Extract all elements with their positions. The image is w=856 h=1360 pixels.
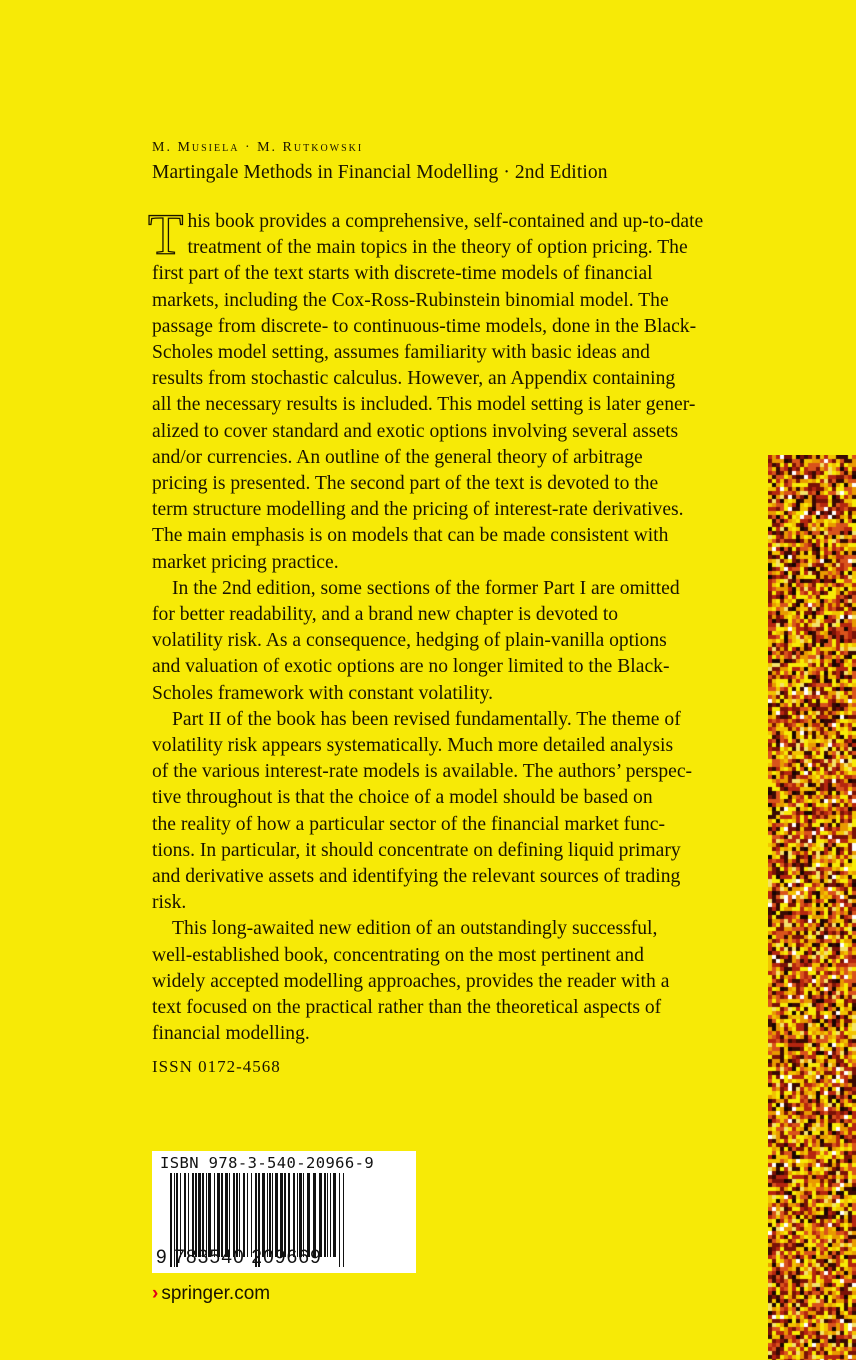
barcode-bar: [275, 1173, 278, 1257]
paragraph-3: [152, 707, 732, 917]
publisher-url: springer.com: [161, 1283, 271, 1304]
isbn-label: ISBN 978-3-540-20966-9: [160, 1154, 375, 1172]
barcode-bar: [313, 1173, 316, 1257]
barcode-bar: [180, 1173, 181, 1257]
barcode-bar: [303, 1173, 304, 1257]
text-line: text focused on the practical rather than the theoretical aspects of: [152, 997, 662, 1019]
barcode-panel: [152, 1151, 416, 1273]
barcode-bar: [272, 1173, 273, 1257]
text-line: The main emphasis is on models that can be made consistent with: [152, 525, 669, 547]
text-line: Scholes framework with constant volatility.: [152, 682, 494, 704]
barcode-bar: [192, 1173, 194, 1257]
barcode-bar: [233, 1173, 235, 1257]
barcode-bar: [251, 1173, 252, 1257]
text-line: tive throughout is that the choice of a model should be based on: [152, 787, 653, 809]
text-line: the reality of how a particular sector of the financial market func-: [152, 813, 666, 835]
barcode-bar: [225, 1173, 228, 1257]
text-line: of the various interest-rate models is available. The authors’ perspec-: [152, 761, 693, 783]
barcode-bar: [195, 1173, 197, 1257]
text-line: Scholes model setting, assumes familiarity with basic ideas and: [152, 342, 650, 364]
barcode-bar: [327, 1173, 328, 1257]
text-line: tions. In particular, it should concentrate on defining liquid primary: [152, 839, 681, 861]
text-line: volatility risk appears systematically. Much more detailed analysis: [152, 735, 674, 757]
barcode-bar: [330, 1173, 331, 1257]
barcode-bar: [262, 1173, 265, 1257]
issn-number: ISSN 0172-4568: [152, 1057, 281, 1076]
barcode-bar: [324, 1173, 326, 1257]
barcode-bar: [198, 1173, 201, 1257]
text-line: treatment of the main topics in the theory of option pricing. The: [187, 237, 688, 259]
barcode-bar: [307, 1173, 310, 1257]
text-line: for better readability, and a brand new chapter is devoted to: [152, 604, 619, 626]
barcode-bar: [267, 1173, 268, 1257]
paragraph-4: [152, 916, 732, 1047]
dropcap-letter: T: [148, 202, 184, 267]
barcode-bar: [188, 1173, 189, 1257]
text-line: This long-awaited new edition of an outstandingly successful,: [172, 918, 658, 940]
text-line: term structure modelling and the pricing of interest-rate derivatives.: [152, 499, 684, 521]
barcode-bar: [280, 1173, 283, 1257]
text-line: well-established book, concentrating on the most pertinent and: [152, 944, 644, 966]
text-line: widely accepted modelling approaches, provides the reader with a: [152, 970, 670, 992]
text-line: pricing is presented. The second part of the text is devoted to the: [152, 473, 659, 495]
text-line: all the necessary results is included. This model setting is later gener-: [152, 394, 696, 416]
barcode-bar: [206, 1173, 207, 1257]
barcode-bar: [221, 1173, 223, 1257]
barcode-bar: [247, 1173, 248, 1257]
text-line: risk.: [152, 892, 187, 914]
chevron-right-icon: ›: [152, 1283, 159, 1304]
barcode-bar: [293, 1173, 295, 1257]
barcode-bar: [214, 1173, 215, 1257]
text-line: Part II of the book has been revised fundamentally. The theme of: [172, 708, 681, 730]
text-line: In the 2nd edition, some sections of the former Part I are omitted: [172, 577, 680, 599]
text-line: and/or currencies. An outline of the general theory of arbitrage: [152, 446, 643, 468]
barcode-bar: [288, 1173, 290, 1257]
barcode-digits: 9 783540 209669: [156, 1247, 322, 1268]
barcode-bar: [297, 1173, 298, 1257]
text-line: and derivative assets and identifying the relevant sources of trading: [152, 866, 681, 888]
text-line: his book provides a comprehensive, self-contained and up-to-date: [187, 211, 704, 232]
barcode-bar: [202, 1173, 204, 1257]
publisher-link[interactable]: [152, 1283, 270, 1305]
book-title: Martingale Methods in Financial Modelling · 2nd Edition: [152, 162, 608, 183]
barcode-bar: [239, 1173, 240, 1257]
barcode-bar: [208, 1173, 211, 1257]
text-line: market pricing practice.: [152, 551, 339, 573]
spine-pattern: [768, 455, 856, 1360]
author-names: M. Musiela · M. Rutkowski: [152, 140, 364, 155]
paragraph-1: [152, 209, 732, 576]
text-line: passage from discrete- to continuous-time models, done in the Black-: [152, 315, 697, 337]
barcode-bar: [243, 1173, 245, 1257]
barcode-bar: [229, 1173, 230, 1257]
barcode-bar: [269, 1173, 271, 1257]
paragraph-2: [152, 576, 732, 707]
barcode-bar: [319, 1173, 322, 1257]
barcode-bar: [236, 1173, 238, 1257]
barcode-bar: [284, 1173, 286, 1257]
text-line: alized to cover standard and exotic options involving several assets: [152, 420, 679, 442]
barcode-bar: [217, 1173, 220, 1257]
text-line: first part of the text starts with discrete-time models of financial: [152, 263, 653, 285]
text-line: and valuation of exotic options are no longer limited to the Black-: [152, 656, 670, 678]
barcode-bar: [333, 1173, 336, 1257]
text-line: markets, including the Cox-Ross-Rubinstein binomial model. The: [152, 289, 669, 311]
text-line: results from stochastic calculus. However, an Appendix containing: [152, 368, 676, 390]
text-line: volatility risk. As a consequence, hedging of plain-vanilla options: [152, 630, 667, 652]
text-line: financial modelling.: [152, 1023, 310, 1045]
barcode-bar: [299, 1173, 302, 1257]
blurb: [148, 202, 732, 1048]
barcode-bar: [184, 1173, 186, 1257]
